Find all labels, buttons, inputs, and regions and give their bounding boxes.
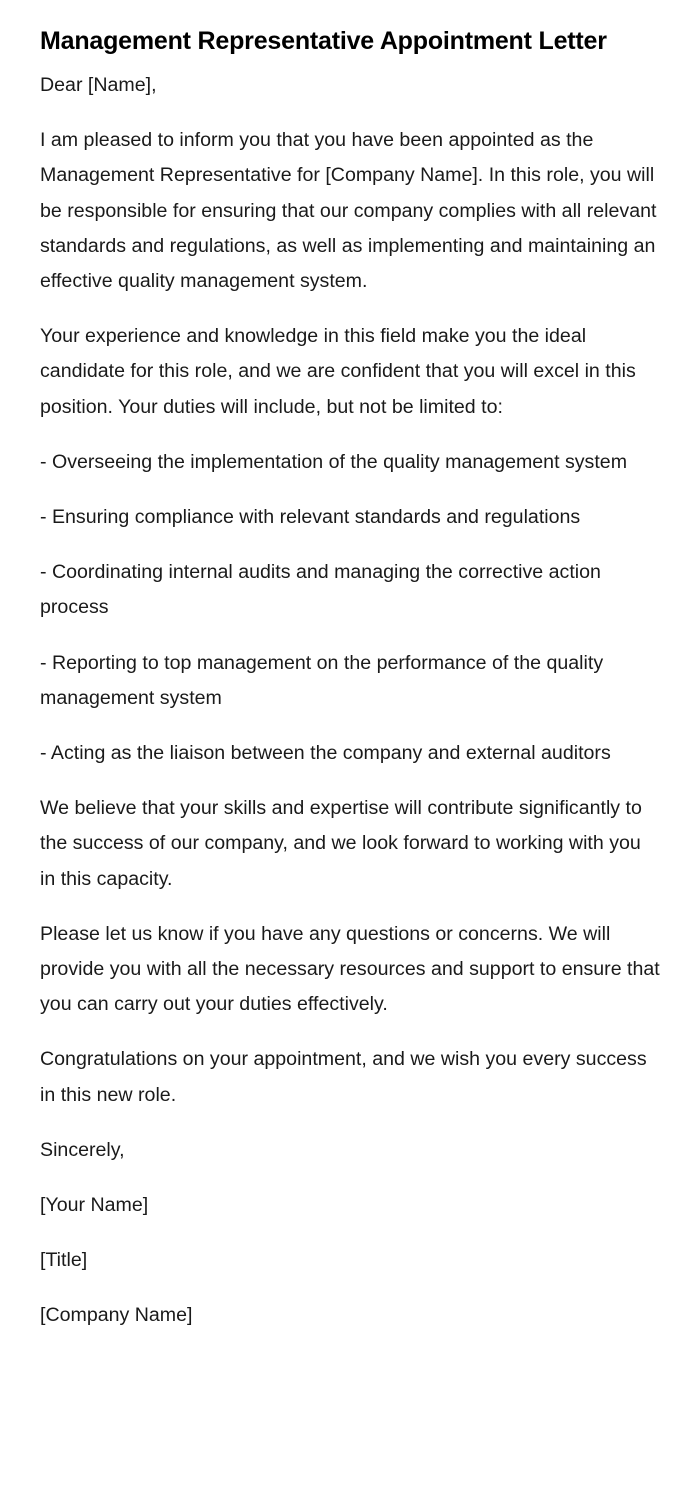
- duty-item: - Coordinating internal audits and managing the corrective action process: [40, 561, 601, 619]
- closing-paragraph: We believe that your skills and expertise will contribute significantly to the success of our company, and we look forward to working with you in this capacity.: [40, 797, 642, 890]
- signer-title: [Title]: [40, 1249, 88, 1272]
- support-paragraph: Please let us know if you have any questions or concerns. We will provide you with all the necessary resources and support to ensure that you can carry out your duties effectively.: [40, 922, 660, 1016]
- congratulations-paragraph: Congratulations on your appointment, and we wish you every success in this new role.: [40, 1048, 647, 1106]
- sign-off: Sincerely,: [40, 1138, 125, 1161]
- duties-intro-paragraph: Your experience and knowledge in this field make you the ideal candidate for this role, and we are confident that you will excel in this position. Your duties will include, but not be limited to:: [40, 325, 636, 418]
- signer-company: [Company Name]: [40, 1304, 193, 1327]
- duty-item: - Reporting to top management on the performance of the quality management system: [40, 651, 604, 709]
- duty-item: - Overseeing the implementation of the quality management system: [40, 450, 628, 473]
- duty-item: - Ensuring compliance with relevant standards and regulations: [40, 506, 581, 529]
- intro-paragraph: I am pleased to inform you that you have been appointed as the Management Representative for [Company Name]. In this role, you will be responsible for ensuring that our company complies with all relevant standards and regulations, as well as implementing and maintaining an effective quality management system.: [40, 129, 657, 293]
- salutation: Dear [Name],: [40, 74, 157, 96]
- duty-item: - Acting as the liaison between the company and external auditors: [40, 742, 611, 765]
- letter-title: Management Representative Appointment Letter: [40, 27, 607, 55]
- signer-name: [Your Name]: [40, 1194, 149, 1217]
